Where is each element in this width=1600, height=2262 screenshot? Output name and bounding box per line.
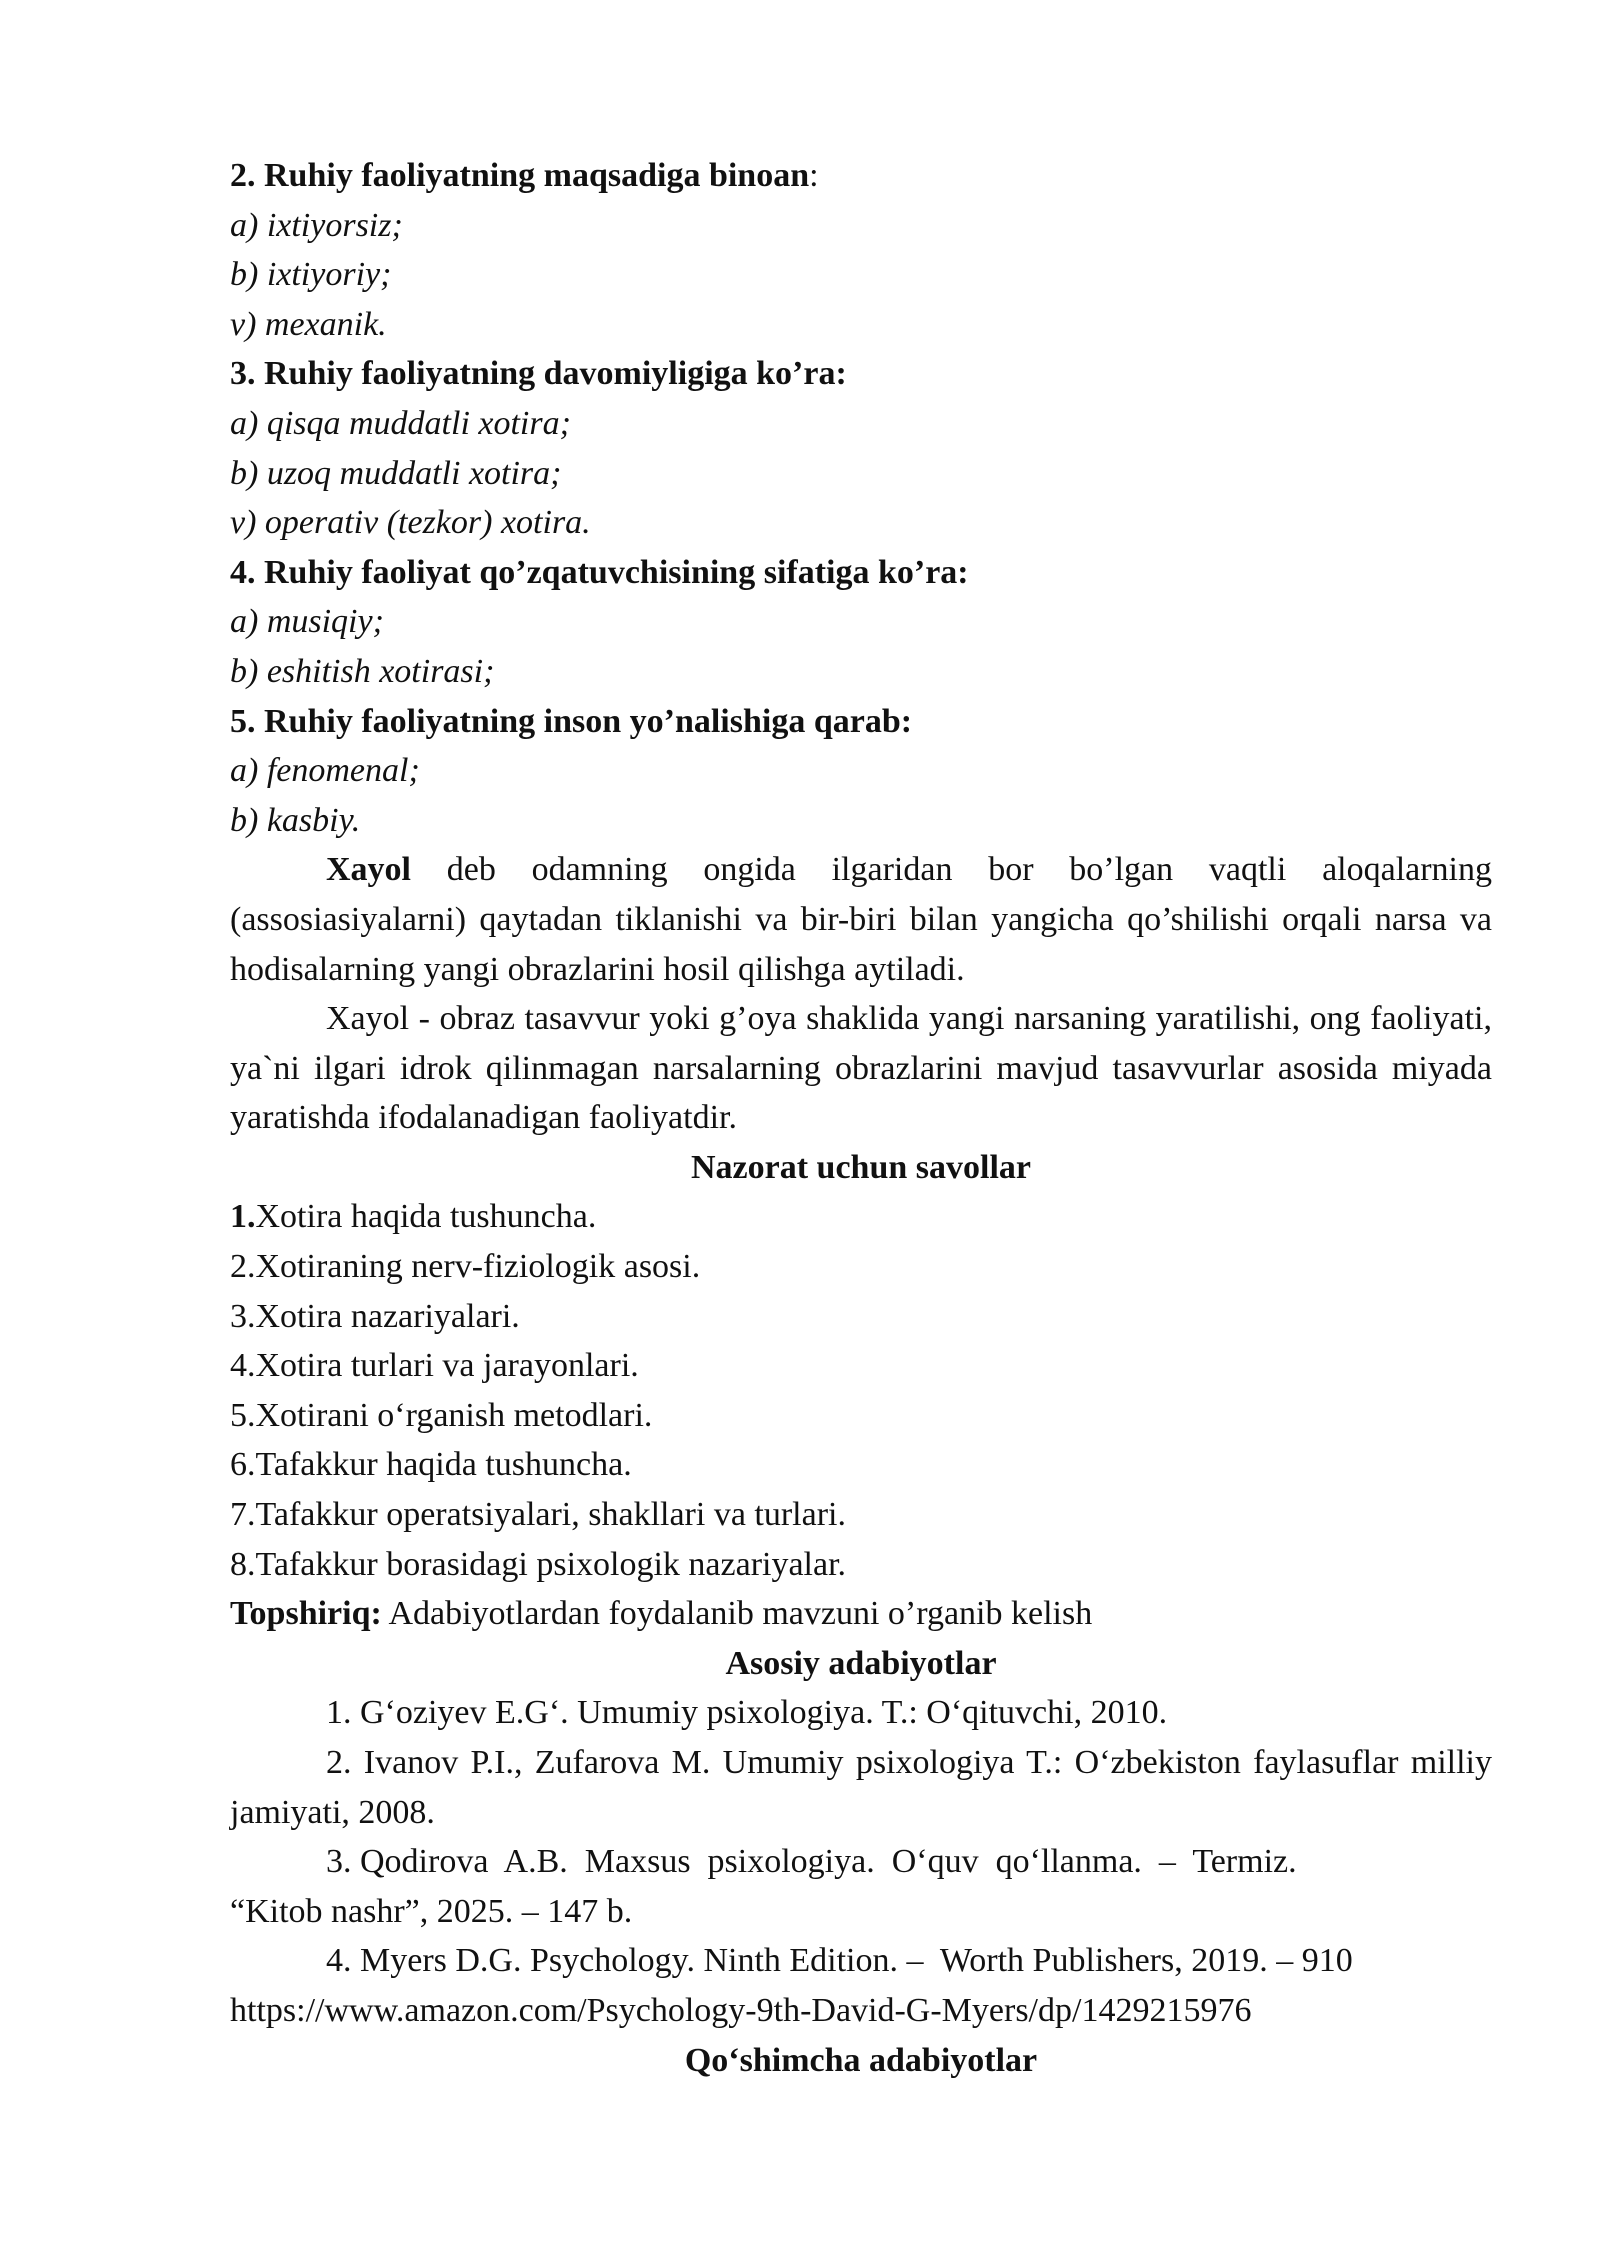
- question-number: 6.: [230, 1446, 256, 1484]
- question-number: 3.: [230, 1297, 256, 1335]
- question-number: 4.: [230, 1347, 256, 1385]
- question-number: 2.: [230, 1248, 256, 1286]
- section-heading: [230, 151, 1492, 201]
- list-item: a) fenomenal;: [230, 752, 420, 790]
- literature-item: 2. Ivanov P.I., Zufarova M. Umumiy psixologiya T.: O‘zbekiston faylasuflar milliy jamiyati, 2008.: [230, 1744, 1492, 1831]
- literature-title: Asosiy adabiyotlar: [725, 1644, 997, 1682]
- list-item: v) mexanik.: [230, 305, 387, 343]
- question-number: 1.: [230, 1198, 256, 1236]
- literature-item-continuation: “Kitob nashr”, 2025. – 147 b.: [230, 1892, 633, 1930]
- literature-item: 1. G‘oziyev E.G‘. Umumiy psixologiya. T.: O‘qituvchi, 2010.: [326, 1694, 1168, 1732]
- task-line: [230, 1589, 1492, 1639]
- question-item: [230, 1341, 1492, 1391]
- section-heading: 5. Ruhiy faoliyatning inson yo’nalishiga qarab:: [230, 702, 913, 740]
- task-text: Adabiyotlardan foydalanib mavzuni o’rganib kelish: [381, 1595, 1093, 1633]
- additional-literature-title: Qo‘shimcha adabiyotlar: [684, 2041, 1038, 2079]
- definition-text: deb odamning ongida ilgaridan bor bo’lgan vaqtli aloqalarning (assosiasiyalarni) qaytadan tiklanishi va bir-biri bilan yangicha qo’shilishi orqali narsa va hodisalarning yangi obrazlarini hosil qilishga aytiladi.: [230, 851, 1492, 988]
- question-text: Tafakkur haqida tushuncha.: [255, 1446, 632, 1484]
- definition-term: Xayol: [326, 851, 411, 889]
- list-item: v) operativ (tezkor) xotira.: [230, 504, 591, 542]
- question-item: [230, 1292, 1492, 1342]
- question-text: Xotiraning nerv-fiziologik asosi.: [255, 1248, 701, 1286]
- body-paragraph: Xayol - obraz tasavvur yoki g’oya shaklida yangi narsaning yaratilishi, ong faoliyati, ya`ni ilgari idrok qilinmagan narsalarning obrazlarini mavjud tasavvurlar asosida miyada yaratishda ifodalanadigan faoliyatdir.: [230, 1000, 1492, 1137]
- question-item: [230, 1242, 1492, 1292]
- question-text: Xotira turlari va jarayonlari.: [255, 1347, 639, 1385]
- question-text: Tafakkur operatsiyalari, shakllari va turlari.: [255, 1496, 846, 1534]
- question-item: [230, 1440, 1492, 1490]
- literature-link[interactable]: https://www.amazon.com/Psychology-9th-David-G-Myers/dp/1429215976: [230, 1991, 1252, 2029]
- question-text: Xotira nazariyalari.: [255, 1297, 520, 1335]
- list-item: a) musiqiy;: [230, 603, 384, 641]
- question-item: [230, 1540, 1492, 1590]
- question-text: Xotira haqida tushuncha.: [255, 1198, 597, 1236]
- section-heading-text: 2. Ruhiy faoliyatning maqsadiga binoan: [230, 157, 810, 194]
- question-text: Xotirani o‘rganish metodlari.: [255, 1396, 653, 1434]
- questions-title: Nazorat uchun savollar: [691, 1148, 1031, 1186]
- question-item: [230, 1490, 1492, 1540]
- question-text: Tafakkur borasidagi psixologik nazariyalar.: [255, 1545, 847, 1583]
- list-item: b) kasbiy.: [230, 801, 361, 839]
- section-heading: 3. Ruhiy faoliyatning davomiyligiga ko’ra:: [230, 355, 847, 393]
- task-label: Topshiriq:: [230, 1595, 382, 1633]
- list-item: a) ixtiyorsiz;: [230, 206, 403, 244]
- page-content: [230, 151, 1492, 2085]
- list-item: b) eshitish xotirasi;: [230, 652, 495, 690]
- list-item: b) ixtiyoriy;: [230, 256, 392, 294]
- question-item: [230, 1391, 1492, 1441]
- list-item: b) uzoq muddatli xotira;: [230, 454, 562, 492]
- literature-item: 4. Myers D.G. Psychology. Ninth Edition. – Worth Publishers, 2019. – 910: [326, 1942, 1353, 1980]
- section-heading-colon: :: [809, 157, 819, 194]
- question-number: 5.: [230, 1396, 256, 1434]
- question-number: 8.: [230, 1545, 256, 1583]
- list-item: a) qisqa muddatli xotira;: [230, 404, 571, 442]
- literature-item: 3. Qodirova A.B. Maxsus psixologiya. O‘quv qo‘llanma. – Termiz.: [326, 1843, 1297, 1881]
- question-number: 7.: [230, 1496, 256, 1534]
- question-item: [230, 1192, 1492, 1242]
- definition-paragraph: [230, 845, 1492, 994]
- section-heading: 4. Ruhiy faoliyat qo’zqatuvchisining sifatiga ko’ra:: [230, 553, 969, 591]
